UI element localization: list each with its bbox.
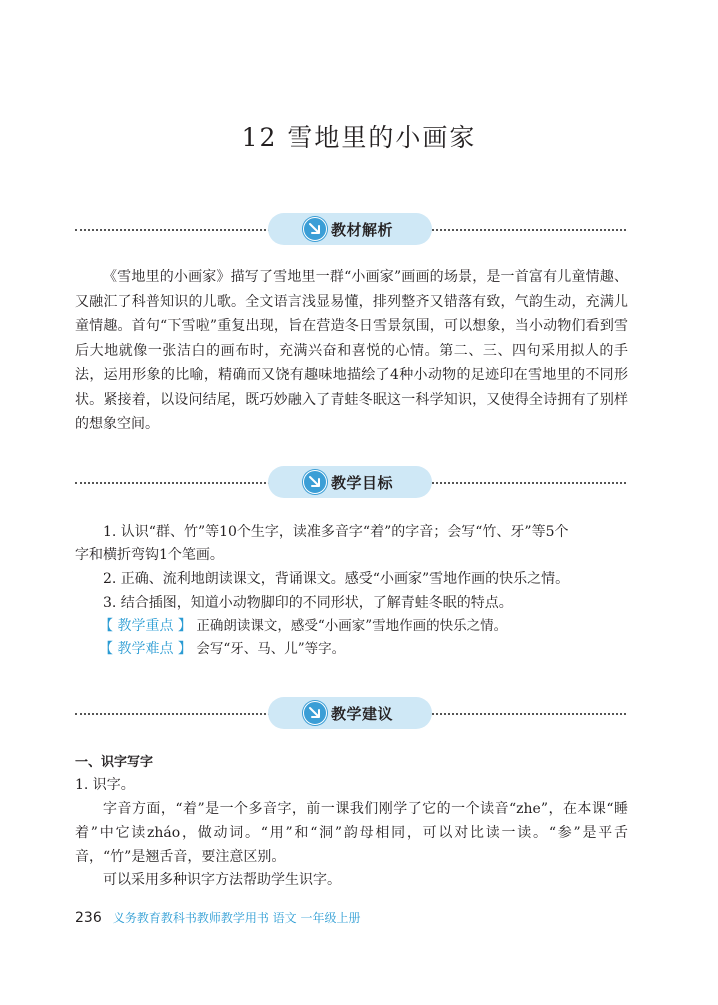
goal-item-3: 3. 结合插图，知道小动物脚印的不同形状，了解青蛙冬眠的特点。 xyxy=(103,595,513,611)
arrow-down-right-icon xyxy=(303,217,327,241)
page-footer xyxy=(75,907,360,926)
arrow-down-right-icon xyxy=(303,701,327,725)
goal-item-1: 1. 认识“群、竹”等10个生字，读准多音字“着”的字音；会写“竹、牙”等5个 xyxy=(103,524,569,540)
section-label: 教材解析 xyxy=(331,221,394,239)
section-label: 教学建议 xyxy=(331,705,394,723)
section-pill xyxy=(268,213,432,245)
page-title: 12 雪地里的小画家 xyxy=(241,123,477,152)
goal-item-1-cont: 字和横折弯钩1个笔画。 xyxy=(75,547,224,563)
key-point-text: 正确朗读课文，感受“小画家”雪地作画的快乐之情。 xyxy=(196,618,508,634)
section-header-goals xyxy=(75,466,626,500)
difficulty-row xyxy=(99,638,345,660)
arrow-down-right-icon xyxy=(303,470,327,494)
key-point-tag: 【 教学重点 】 xyxy=(99,618,192,634)
section-header-advice xyxy=(75,697,626,731)
goal-item-2: 2. 正确、流利地朗读课文，背诵课文。感受“小画家”雪地作画的快乐之情。 xyxy=(103,571,570,587)
advice-paragraph-2: 可以采用多种识字方法帮助学生识字。 xyxy=(103,872,341,888)
key-point-row xyxy=(99,615,507,637)
section-pill xyxy=(268,466,432,498)
advice-heading: 一、识字写字 xyxy=(75,755,154,770)
section-label: 教学目标 xyxy=(331,474,394,492)
page-number: 236 xyxy=(75,910,102,926)
book-title: 义务教育教科书教师教学用书 语文 一年级上册 xyxy=(112,911,361,925)
analysis-paragraph: 《雪地里的小画家》描写了雪地里一群“小画家”画画的场景，是一首富有儿童情趣、又融汇了科普知识的儿歌。全文语言浅显易懂，排列整齐又错落有致，气韵生动，充满儿童情趣。首句“下雪啦”重复出现，旨在营造冬日雪景氛围，可以想象，当小动物们看到雪后大地就像一张洁白的画布时，充满兴奋和喜悦的心情。第二、三、四句采用拟人的手法，运用形象的比喻，精确而又饶有趣味地描绘了4种小动物的足迹印在雪地里的不同形状。紧接着，以设问结尾，既巧妙融入了青蛙冬眠这一科学知识，又使得全诗拥有了别样的想象空间。 xyxy=(75,269,628,432)
difficulty-text: 会写“牙、马、儿”等字。 xyxy=(196,641,346,657)
advice-sub-heading: 1. 识字。 xyxy=(75,777,135,793)
difficulty-tag: 【 教学难点 】 xyxy=(99,641,192,657)
section-header-analysis xyxy=(75,213,626,247)
advice-paragraph-1: 字音方面，“着”是一个多音字，前一课我们刚学了它的一个读音“zhe”，在本课“睡着”中它读zháo，做动词。“用”和“洞”韵母相同，可以对比读一读。“参”是平舌音，“竹”是翘舌音，要注意区别。 xyxy=(75,801,628,865)
section-pill xyxy=(268,697,432,729)
